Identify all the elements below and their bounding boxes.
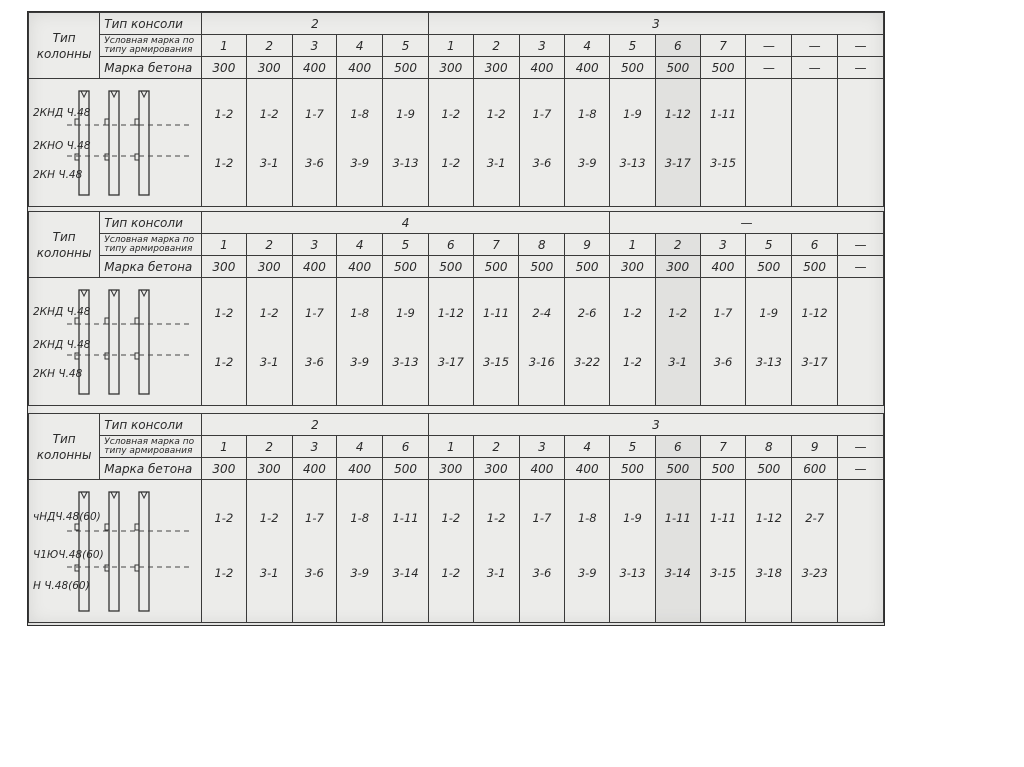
- console-group-1: 2: [202, 13, 429, 35]
- mark-top: 1-7: [532, 107, 552, 121]
- reinforcement-number-cell: 1: [428, 436, 473, 458]
- concrete-grade-cell: 300: [246, 256, 292, 278]
- console-group-2: 3: [428, 13, 883, 35]
- reinforcement-mark-cell: [473, 278, 519, 406]
- concrete-grade-cell: 400: [292, 57, 337, 79]
- reinforcement-number-cell: 1: [428, 35, 473, 57]
- column-head: [141, 290, 147, 296]
- reinforcement-mark-cell: [337, 79, 383, 207]
- mark-bottom: 3-22: [574, 355, 601, 369]
- column-mark-label: чНДЧ.48(60): [33, 511, 101, 523]
- reinforcement-number-cell: —: [746, 35, 792, 57]
- reinforcement-mark-cell: [292, 480, 337, 623]
- mark-bottom: 3-18: [755, 566, 782, 580]
- reinforcement-number-cell: 5: [610, 436, 656, 458]
- reinforcement-mark-cell: [519, 79, 565, 207]
- marks-row: [29, 480, 884, 623]
- mark-top: 1-2: [623, 306, 642, 320]
- reinforcement-number-cell: 3: [292, 234, 337, 256]
- concrete-grade-cell: 500: [700, 57, 746, 79]
- mark-bottom: 1-2: [214, 156, 234, 170]
- marks-row: [29, 79, 884, 207]
- mark-bottom: 3-9: [350, 566, 370, 580]
- mark-top: 1-7: [305, 306, 324, 320]
- reinforcement-number-row: [29, 234, 884, 256]
- column-head: [81, 290, 87, 296]
- concrete-grade-cell: 600: [792, 458, 838, 480]
- mark-top: 1-9: [396, 306, 415, 320]
- reinforcement-mark-cell: [292, 278, 337, 406]
- column-mark-label: 2КН Ч.48: [33, 368, 83, 380]
- concrete-grade-cell: 400: [519, 458, 565, 480]
- column-head: [111, 91, 117, 97]
- column-head: [141, 492, 147, 498]
- column-head: [111, 492, 117, 498]
- mark-bottom: 3-14: [392, 566, 419, 580]
- mark-top: 1-11: [710, 511, 737, 525]
- mark-top: 1-9: [396, 107, 415, 121]
- reinforcement-mark-cell: [610, 480, 656, 623]
- reinforcement-number-cell: 3: [292, 436, 337, 458]
- reinforcement-mark-cell: [202, 278, 247, 406]
- console-type-row: [29, 414, 884, 436]
- mark-bottom: 3-17: [664, 156, 691, 170]
- reinforcement-mark-cell: [428, 278, 473, 406]
- reinforcement-number-cell: —: [838, 436, 884, 458]
- mark-bottom: 1-2: [441, 566, 461, 580]
- concrete-grade-cell: 300: [202, 458, 247, 480]
- reinforcement-mark-cell: [428, 480, 473, 623]
- reinforcement-mark-cell: [383, 480, 429, 623]
- spec-table-block-3: [28, 413, 884, 623]
- console-type-label: Тип консоли: [100, 13, 202, 35]
- mark-top: 1-7: [532, 511, 552, 525]
- reinforcement-number-row: [29, 436, 884, 458]
- mark-top: 1-11: [392, 511, 419, 525]
- concrete-grade-cell: 400: [700, 256, 746, 278]
- column-shape: [109, 290, 119, 394]
- mark-bottom: 3-16: [528, 355, 555, 369]
- mark-bottom: 3-1: [486, 566, 506, 580]
- mark-top: 1-7: [305, 511, 324, 525]
- mark-bottom: 1-2: [623, 355, 642, 369]
- concrete-grade-label: Марка бетона: [100, 256, 202, 278]
- reinforcement-mark-label: Условная марка по типу армирования: [100, 436, 202, 458]
- mark-top: 1-8: [577, 511, 597, 525]
- column-drawing-cell: [29, 79, 202, 207]
- mark-top: 1-7: [305, 107, 324, 121]
- reinforcement-mark-cell: [700, 278, 746, 406]
- mark-top: 1-2: [441, 107, 461, 121]
- mark-top: 2-6: [577, 306, 597, 320]
- concrete-grade-cell: 500: [519, 256, 565, 278]
- mark-top: 1-2: [259, 306, 279, 320]
- column-head: [81, 91, 87, 97]
- mark-bottom: 3-1: [259, 156, 279, 170]
- mark-bottom: 3-9: [577, 156, 597, 170]
- reinforcement-number-cell: 3: [292, 35, 337, 57]
- concrete-grade-cell: 500: [383, 57, 429, 79]
- reinforcement-mark-cell: [565, 79, 610, 207]
- mark-top: 1-2: [214, 511, 234, 525]
- column-mark-label: Н Ч.48(60): [33, 580, 90, 592]
- concrete-grade-cell: 300: [428, 57, 473, 79]
- mark-bottom: 3-15: [710, 566, 737, 580]
- concrete-grade-cell: 500: [610, 57, 656, 79]
- mark-bottom: 1-2: [214, 566, 234, 580]
- spec-table-block-2: [28, 211, 884, 406]
- reinforcement-number-cell: 1: [202, 436, 247, 458]
- concrete-grade-cell: 400: [337, 256, 383, 278]
- concrete-grade-row: [29, 256, 884, 278]
- mark-bottom: 3-14: [664, 566, 691, 580]
- reinforcement-mark-cell: [792, 278, 838, 406]
- reinforcement-number-cell: 6: [428, 234, 473, 256]
- mark-top: 2-7: [805, 511, 825, 525]
- mark-bottom: 3-15: [482, 355, 510, 369]
- reinforcement-number-cell: 2: [473, 436, 519, 458]
- reinforcement-mark-cell: [837, 278, 883, 406]
- reinforcement-mark-cell: [246, 79, 292, 207]
- reinforcement-mark-label: Условная марка по типу армирования: [100, 35, 202, 57]
- mark-top: 1-2: [486, 511, 506, 525]
- reinforcement-number-cell: 9: [565, 234, 610, 256]
- column-drawing-cell: [29, 480, 202, 623]
- column-shape: [79, 91, 89, 195]
- reinforcement-number-cell: 9: [792, 436, 838, 458]
- reinforcement-mark-cell: [838, 79, 884, 207]
- concrete-grade-cell: 300: [428, 458, 473, 480]
- mark-bottom: 3-6: [305, 355, 324, 369]
- reinforcement-number-cell: —: [838, 35, 884, 57]
- concrete-grade-cell: 500: [383, 256, 429, 278]
- console-group-2: —: [610, 212, 884, 234]
- concrete-grade-cell: 500: [746, 256, 792, 278]
- column-shape: [139, 290, 149, 394]
- reinforcement-mark-cell: [337, 480, 383, 623]
- concrete-grade-cell: 300: [202, 57, 247, 79]
- column-drawing-cell: [29, 278, 202, 406]
- reinforcement-number-cell: 5: [746, 234, 792, 256]
- reinforcement-number-cell: 2: [246, 234, 292, 256]
- concrete-grade-cell: 300: [246, 57, 292, 79]
- column-shape: [79, 290, 89, 394]
- column-type-label: Тип колонны: [29, 212, 100, 278]
- reinforcement-mark-cell: [838, 480, 884, 623]
- mark-bottom: 3-6: [713, 355, 733, 369]
- mark-bottom: 3-13: [755, 355, 782, 369]
- mark-top: 2-4: [532, 306, 552, 320]
- concrete-grade-cell: —: [792, 57, 838, 79]
- mark-bottom: 3-17: [437, 355, 464, 369]
- concrete-grade-cell: 300: [473, 57, 519, 79]
- reinforcement-mark-cell: [700, 480, 746, 623]
- concrete-grade-cell: 400: [519, 57, 565, 79]
- concrete-grade-cell: 500: [655, 57, 700, 79]
- reinforcement-number-cell: 7: [700, 35, 746, 57]
- reinforcement-number-cell: 5: [610, 35, 656, 57]
- reinforcement-mark-cell: [246, 278, 292, 406]
- mark-top: 1-12: [664, 107, 691, 121]
- reinforcement-number-cell: 2: [246, 436, 292, 458]
- mark-bottom: 3-6: [305, 156, 324, 170]
- concrete-grade-row: [29, 57, 884, 79]
- reinforcement-mark-cell: [700, 79, 746, 207]
- mark-top: 1-2: [486, 107, 506, 121]
- mark-top: 1-9: [759, 306, 779, 320]
- reinforcement-mark-label: Условная марка по типу армирования: [100, 234, 202, 256]
- reinforcement-mark-cell: [383, 79, 429, 207]
- mark-bottom: 3-15: [710, 156, 737, 170]
- mark-bottom: 3-9: [577, 566, 597, 580]
- column-sketch-icon: [67, 488, 197, 615]
- mark-top: 1-8: [350, 107, 370, 121]
- reinforcement-mark-cell: [746, 480, 792, 623]
- reinforcement-mark-cell: [610, 278, 656, 406]
- concrete-grade-cell: 500: [565, 256, 610, 278]
- reinforcement-number-cell: 1: [202, 35, 247, 57]
- column-mark-label: Ч1ЮЧ.48(60): [33, 549, 104, 561]
- reinforcement-number-cell: 4: [565, 35, 610, 57]
- console-group-1: 4: [202, 212, 610, 234]
- concrete-grade-cell: —: [746, 57, 792, 79]
- console-type-label: Тип консоли: [100, 212, 202, 234]
- concrete-grade-cell: 400: [565, 57, 610, 79]
- reinforcement-mark-cell: [519, 480, 565, 623]
- reinforcement-mark-cell: [473, 79, 519, 207]
- reinforcement-mark-cell: [337, 278, 383, 406]
- mark-top: 1-8: [350, 306, 370, 320]
- reinforcement-number-cell: 7: [473, 234, 519, 256]
- mark-top: 1-2: [441, 511, 461, 525]
- mark-bottom: 3-1: [259, 355, 279, 369]
- mark-bottom: 3-9: [350, 355, 370, 369]
- mark-bottom: 3-13: [392, 355, 419, 369]
- mark-bottom: 3-9: [350, 156, 370, 170]
- column-type-label: Тип колонны: [29, 13, 100, 79]
- reinforcement-mark-cell: [519, 278, 565, 406]
- reinforcement-mark-cell: [565, 480, 610, 623]
- console-group-1: 2: [202, 414, 429, 436]
- reinforcement-mark-cell: [383, 278, 429, 406]
- reinforcement-mark-cell: [746, 79, 792, 207]
- console-group-2: 3: [428, 414, 883, 436]
- concrete-grade-cell: 400: [565, 458, 610, 480]
- mark-top: 1-11: [664, 511, 691, 525]
- column-mark-label: 2КНД Ч.48: [33, 306, 91, 318]
- column-head: [81, 492, 87, 498]
- mark-bottom: 3-1: [486, 156, 506, 170]
- reinforcement-mark-cell: [565, 278, 610, 406]
- column-head: [111, 290, 117, 296]
- column-mark-label: 2КНД Ч.48: [33, 107, 91, 119]
- mark-top: 1-2: [259, 511, 279, 525]
- reinforcement-number-cell: 2: [473, 35, 519, 57]
- reinforcement-number-cell: 3: [700, 234, 746, 256]
- reinforcement-mark-cell: [610, 79, 656, 207]
- mark-bottom: 3-1: [259, 566, 279, 580]
- marks-row: [29, 278, 884, 406]
- concrete-grade-cell: 500: [383, 458, 429, 480]
- column-type-label: Тип колонны: [29, 414, 100, 480]
- concrete-grade-cell: 400: [337, 458, 383, 480]
- reinforcement-number-cell: 8: [746, 436, 792, 458]
- concrete-grade-label: Марка бетона: [100, 458, 202, 480]
- reinforcement-mark-cell: [202, 480, 247, 623]
- mark-bottom: 1-2: [441, 156, 461, 170]
- column-sketch-icon: [67, 286, 197, 398]
- concrete-grade-cell: 500: [610, 458, 656, 480]
- reinforcement-number-cell: 4: [565, 436, 610, 458]
- concrete-grade-cell: —: [838, 458, 884, 480]
- reinforcement-number-cell: 6: [792, 234, 838, 256]
- mark-bottom: 3-13: [392, 156, 419, 170]
- reinforcement-number-cell: 4: [337, 436, 383, 458]
- mark-bottom: 1-2: [214, 355, 234, 369]
- concrete-grade-cell: 300: [473, 458, 519, 480]
- concrete-grade-cell: 300: [610, 256, 656, 278]
- concrete-grade-cell: 400: [292, 256, 337, 278]
- reinforcement-number-cell: 1: [610, 234, 656, 256]
- reinforcement-mark-cell: [655, 278, 700, 406]
- concrete-grade-cell: —: [837, 256, 883, 278]
- scanned-drawing-sheet: [27, 11, 885, 626]
- reinforcement-mark-cell: [792, 480, 838, 623]
- mark-bottom: 3-23: [801, 566, 828, 580]
- mark-top: 1-9: [623, 107, 642, 121]
- mark-top: 1-12: [801, 306, 828, 320]
- mark-top: 1-7: [713, 306, 733, 320]
- mark-top: 1-11: [482, 306, 510, 320]
- console-type-row: [29, 212, 884, 234]
- reinforcement-number-cell: 6: [655, 35, 700, 57]
- reinforcement-number-cell: 6: [655, 436, 700, 458]
- reinforcement-number-cell: 6: [383, 436, 429, 458]
- column-mark-label: 2КН Ч.48: [33, 169, 83, 181]
- reinforcement-number-cell: 2: [246, 35, 292, 57]
- concrete-grade-label: Марка бетона: [100, 57, 202, 79]
- mark-top: 1-2: [214, 306, 234, 320]
- reinforcement-number-cell: 8: [519, 234, 565, 256]
- mark-bottom: 3-13: [619, 566, 646, 580]
- spec-table-block-1: [28, 12, 884, 207]
- column-sketch-icon: [67, 87, 197, 199]
- mark-bottom: 3-1: [668, 355, 688, 369]
- reinforcement-number-row: [29, 35, 884, 57]
- column-head: [141, 91, 147, 97]
- reinforcement-number-cell: 3: [519, 35, 565, 57]
- mark-top: 1-2: [259, 107, 279, 121]
- concrete-grade-cell: —: [838, 57, 884, 79]
- concrete-grade-row: [29, 458, 884, 480]
- reinforcement-mark-cell: [202, 79, 247, 207]
- concrete-grade-cell: 400: [292, 458, 337, 480]
- mark-top: 1-8: [577, 107, 597, 121]
- mark-bottom: 3-6: [532, 156, 552, 170]
- mark-top: 1-8: [350, 511, 370, 525]
- console-type-label: Тип консоли: [100, 414, 202, 436]
- concrete-grade-cell: 300: [655, 256, 700, 278]
- mark-bottom: 3-6: [305, 566, 324, 580]
- column-mark-label: 2КНД Ч.48: [33, 339, 91, 351]
- concrete-grade-cell: 500: [655, 458, 700, 480]
- column-mark-label: 2КНО Ч.48: [33, 140, 91, 152]
- mark-bottom: 3-6: [532, 566, 552, 580]
- reinforcement-mark-cell: [792, 79, 838, 207]
- column-shape: [139, 91, 149, 195]
- column-shape: [109, 492, 119, 611]
- mark-top: 1-12: [755, 511, 782, 525]
- reinforcement-number-cell: 5: [383, 35, 429, 57]
- concrete-grade-cell: 300: [202, 256, 247, 278]
- concrete-grade-cell: 500: [746, 458, 792, 480]
- reinforcement-mark-cell: [655, 79, 700, 207]
- column-shape: [79, 492, 89, 611]
- reinforcement-number-cell: 7: [700, 436, 746, 458]
- reinforcement-number-cell: —: [792, 35, 838, 57]
- mark-top: 1-9: [623, 511, 642, 525]
- mark-bottom: 3-17: [801, 355, 828, 369]
- reinforcement-number-cell: —: [837, 234, 883, 256]
- reinforcement-number-cell: 2: [655, 234, 700, 256]
- reinforcement-mark-cell: [246, 480, 292, 623]
- concrete-grade-cell: 400: [337, 57, 383, 79]
- mark-top: 1-11: [710, 107, 737, 121]
- concrete-grade-cell: 500: [792, 256, 838, 278]
- reinforcement-number-cell: 3: [519, 436, 565, 458]
- reinforcement-number-cell: 4: [337, 35, 383, 57]
- concrete-grade-cell: 500: [428, 256, 473, 278]
- reinforcement-mark-cell: [428, 79, 473, 207]
- concrete-grade-cell: 500: [473, 256, 519, 278]
- reinforcement-number-cell: 5: [383, 234, 429, 256]
- reinforcement-number-cell: 4: [337, 234, 383, 256]
- console-type-row: [29, 13, 884, 35]
- mark-bottom: 3-13: [619, 156, 646, 170]
- mark-top: 1-12: [437, 306, 464, 320]
- concrete-grade-cell: 300: [246, 458, 292, 480]
- reinforcement-mark-cell: [292, 79, 337, 207]
- reinforcement-number-cell: 1: [202, 234, 247, 256]
- mark-top: 1-2: [668, 306, 688, 320]
- column-shape: [139, 492, 149, 611]
- concrete-grade-cell: 500: [700, 458, 746, 480]
- reinforcement-mark-cell: [655, 480, 700, 623]
- reinforcement-mark-cell: [473, 480, 519, 623]
- mark-top: 1-2: [214, 107, 234, 121]
- column-shape: [109, 91, 119, 195]
- reinforcement-mark-cell: [746, 278, 792, 406]
